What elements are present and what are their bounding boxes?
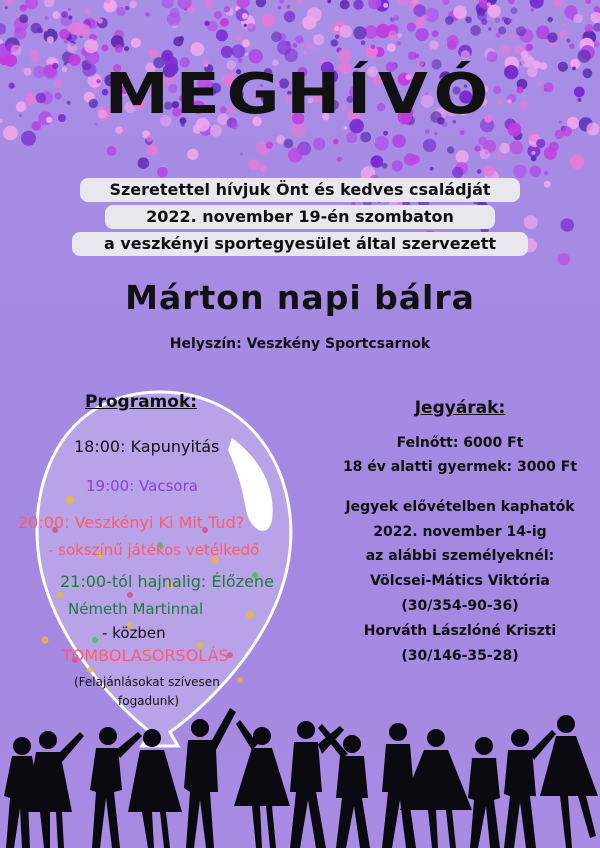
program-line-4: - sokszínű játékos vetélkedő: [48, 541, 260, 559]
invitation-line-1: Szeretettel hívjuk Önt és kedves családját: [109, 180, 491, 199]
event-name: Márton napi bálra: [125, 278, 475, 317]
presale-line-2: 2022. november 14-ig: [373, 524, 547, 540]
program-line-2: 19:00: Vacsora: [86, 477, 198, 495]
venue: Helyszín: Veszkény Sportcsarnok: [169, 336, 431, 352]
program-line-10: fogadunk): [118, 694, 179, 708]
contact-1-name: Völcsei-Mátics Viktória: [370, 573, 550, 589]
ticket-child: 18 év alatti gyermek: 3000 Ft: [342, 459, 578, 475]
program-line-9: (Felajánlásokat szívesen: [74, 675, 220, 689]
program-line-8: TOMBOLASORSOLÁS: [62, 646, 229, 665]
program-line-1: 18:00: Kapunyitás: [74, 437, 220, 456]
poster-title: MEGHÍVÓ: [104, 62, 496, 127]
presale-line-1: Jegyek elővételben kaphatók: [345, 499, 575, 515]
contact-2-name: Horváth Lászlóné Kriszti: [363, 623, 557, 639]
presale-line-3: az alábbi személyeknél:: [365, 548, 555, 564]
program-line-7: - közben: [102, 624, 166, 642]
invitation-line-2: 2022. november 19-én szombaton: [146, 207, 454, 226]
tickets-heading: Jegyárak:: [414, 398, 506, 418]
program-line-3: 20:00: Veszkényi Ki Mit Tud?: [18, 513, 245, 532]
contact-1-phone: (30/354-90-36): [401, 598, 519, 614]
contact-2-phone: (30/146-35-28): [401, 648, 519, 664]
ticket-adult: Felnőtt: 6000 Ft: [396, 435, 524, 451]
invitation-line-3: a veszkényi sportegyesület által szervezett: [103, 234, 497, 253]
dancing-silhouettes: [0, 688, 600, 848]
program-line-6: Németh Martinnal: [68, 600, 204, 618]
program-heading: Programok:: [85, 392, 198, 412]
program-line-5: 21:00-tól hajnalig: Élőzene: [60, 572, 274, 591]
